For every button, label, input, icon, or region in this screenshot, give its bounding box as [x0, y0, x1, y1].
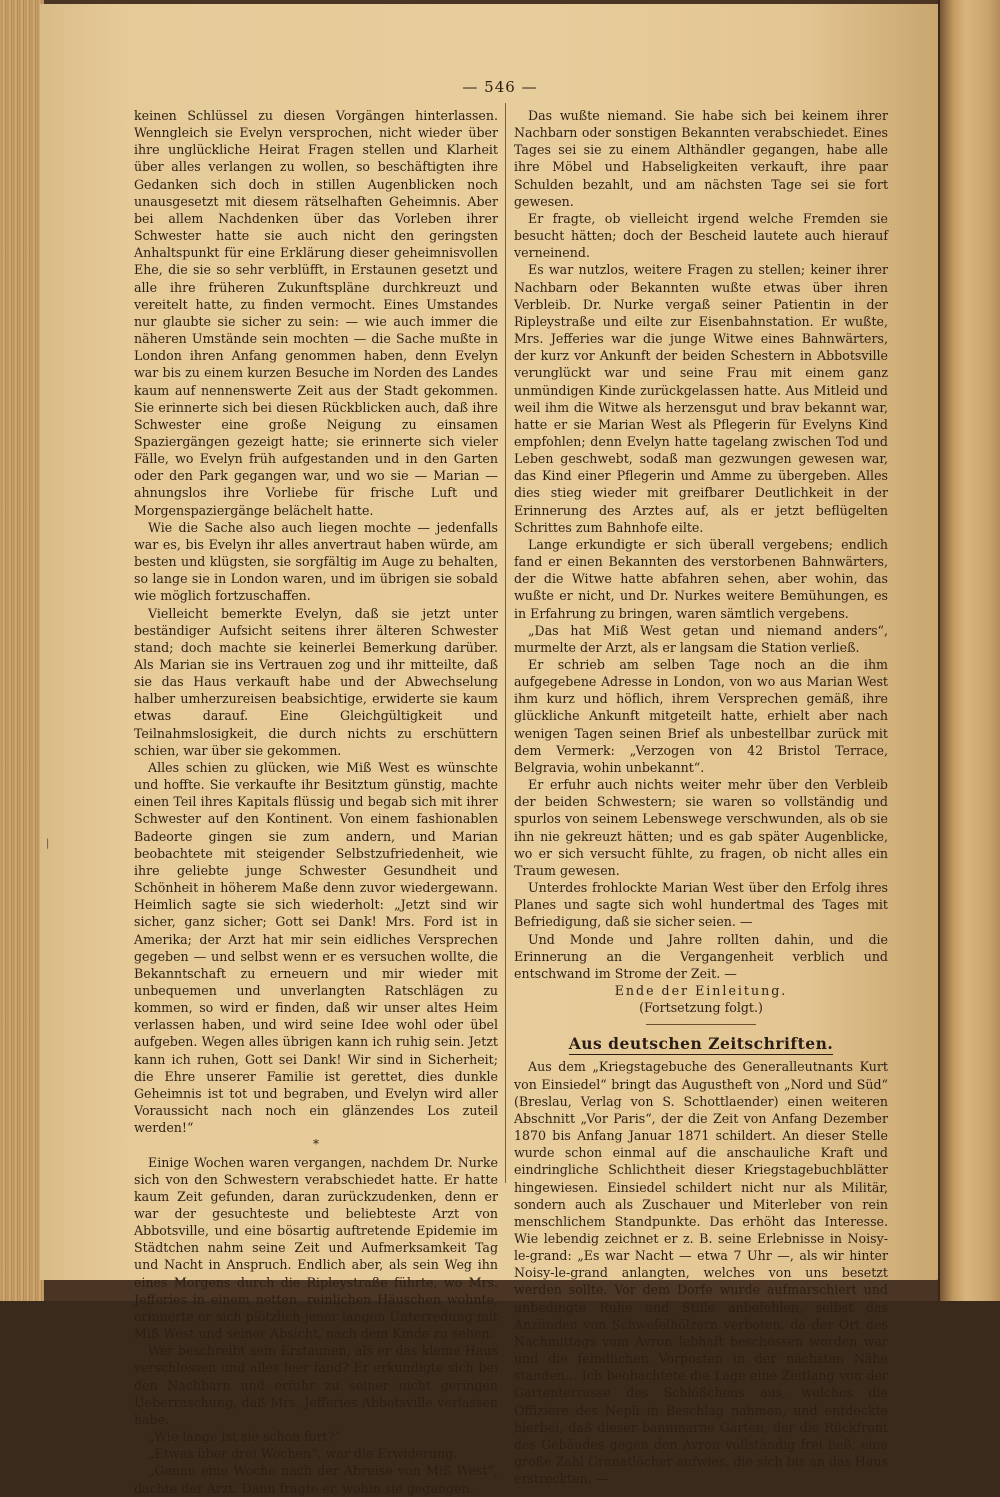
closing-line: Ende der Einleitung. — [614, 982, 788, 998]
paragraph: Er fragte, ob vielleicht irgend welche Fremden sie besucht hätten; doch der Bescheid lautete auch hierauf verneinend. — [514, 210, 888, 261]
paragraph: Unterdes frohlockte Marian West über den Erfolg ihres Planes und sagte sich wohl hundertmal des Tages mit Befriedigung, daß sie sicher seien. — — [514, 880, 888, 930]
paragraph: keinen Schlüssel zu diesen Vorgängen hinterlassen. Wenngleich sie Evelyn versprochen, nicht wieder über ihre unglückliche Heirat Fragen stellen und Klarheit über alles verlangen zu wollen, so beschäftigten ihre Gedanken sich doch in stillen Augenblicken noch unausgesetzt mit diesem rätselhaften Geheimnis. Aber bei allem Nachdenken über das Vorleben ihrer Schwester hatte sie auch nicht den geringsten Anhaltspunkt für eine Erklärung dieser geheimnisvollen Ehe, die sie so sehr verblüfft, in Erstaunen gesetzt und alle ihre früheren Zukunftspläne durchkreuzt und vereitelt hatte, zu finden vermocht. Eines Umstandes nur glaubte sie sicher zu sein: — wie auch immer die näheren Umstände sein mochten — die Sache mußte in London ihren Anfang genommen haben, denn Evelyn war bis zu einem kurzen Besuche im Norden des Landes kaum auf nennenswerte Zeit aus der Stadt gekommen. Sie erinnerte sich bei diesen Rückblicken auch, daß ihre Schwester eine große Neigung zu einsamen Spaziergängen gezeigt hatte; sie erinnerte sich vieler Fälle, wo Evelyn früh aufgestanden und in den Garten oder den Park gegangen war, und wo sie — Marian — ahnungslos ihre Vorliebe für frische Luft und Morgenspaziergänge belächelt hatte. — [134, 108, 498, 518]
section-rule — [646, 1024, 756, 1025]
paragraph: Wie die Sache also auch liegen mochte — jedenfalls war es, bis Evelyn ihr alles anvertraut haben würde, am besten und klügsten, sie sorgfältig im Auge zu behalten, so lange sie in London waren, und im übrigen sie sobald wie möglich fortzuschaffen. — [134, 519, 498, 604]
paragraph: Einige Wochen waren vergangen, nachdem Dr. Nurke sich von den Schwestern verabschiedet hatte. Er hatte kaum Zeit gefunden, daran zurückzudenken, denn er war der gesuchteste und beliebteste Arzt von Abbotsville, und eine bösartig auftretende Epidemie im Städtchen nahm seine Zeit und Aufmerksamkeit Tag und Nacht in Anspruch. Endlich aber, als sein Weg ihn eines Morgens durch die Ripleystraße führte, wo Mrs. Jefferies in einem netten, reinlichen Häuschen wohnte, erinnerte er sich plötzlich jener langen Unterredung mit Miß West und seiner Absicht, nach dem Kinde zu sehen. — [134, 1154, 498, 1342]
paragraph: Er schrieb am selben Tage noch an die ihm aufgegebene Adresse in London, von wo aus Marian West ihm kurz und höflich, ihrem Versprechen gemäß, ihre glückliche Ankunft mitgeteilt hatte, erhielt aber nach wenigen Tagen seinen Brief als unbestellbar zurück mit dem Vermerk: „Verzogen von 42 Bristol Terrace, Belgravia, wohin unbekannt“. — [514, 657, 888, 775]
paragraph: Aus dem „Kriegstagebuche des Generalleutnants Kurt von Einsiedel“ bringt das Augustheft von „Nord und Süd“ (Breslau, Verlag von S. Schottlaender) einen weiteren Abschnitt „Vor Paris“, der die Zeit von Anfang Dezember 1870 bis Anfang Januar 1871 schildert. An dieser Stelle wurde schon einmal auf die anschauliche Kraft und eindringliche Schlichtheit dieser Kriegstagebuchblätter hingewiesen. Einsiedel schildert nicht nur als Militär, sondern auch als Zuschauer und Miterleber von rein menschlichem Standpunkte. Das erhöht das Interesse. Wie lebendig zeichnet er z. B. seine Erlebnisse in Noisy-le-grand: „Es war Nacht — etwa 7 Uhr —, als wir hinter Noisy-le-grand anlangten, welches von uns besetzt werden sollte. Vor dem Dorfe wurde aufmarschiert und unbedingte Ruhe und Stille anbefohlen, selbst das Anzünden von Schwefelhölzern verboten, da der Ort des Nachmittags vom Avron lebhaft beschossen worden war und die feindlichen Vorposten in der nächsten Nähe standen… Ich beobachtete die Lage eine Zeitlang von der Gartenterrasse des Schlößchens aus, welches die Offiziere des Nepli in Beschlag nahmen, und entdeckte hierbei, daß dieser bannmarne Garten, der die Rückfront des Gebäudes gegen den Avron vollständig frei ließ, eine große Zahl Granatlöcher aufwies, die sich bis an das Haus erstreckten, — — [514, 1059, 888, 1487]
paragraph: Er erfuhr auch nichts weiter mehr über den Verbleib der beiden Schwestern; sie waren so vollständig und spurlos von seinem Lebenswege verschwunden, als ob sie ihn nie gekreuzt hätten; und es gab später Augenblicke, wo er sich versucht fühlte, zu fragen, ob nicht alles ein Traum gewesen. — [514, 777, 888, 878]
paragraph: Das wußte niemand. Sie habe sich bei keinem ihrer Nachbarn oder sonstigen Bekannten verabschiedet. Eines Tages sei sie zu einem Althändler gegangen, habe alle ihre Möbel und Habseligkeiten verkauft, ihre paar Schulden bezahlt, und am nächsten Tage sei sie fort gewesen. — [514, 108, 888, 209]
paragraph: „Das hat Miß West getan und niemand anders“, murmelte der Arzt, als er langsam die Station verließ. — [514, 622, 888, 655]
section-heading: Aus deutschen Zeitschriften. — [568, 1034, 834, 1054]
continued-note: (Fortsetzung folgt.) — [639, 1000, 763, 1016]
left-column — [134, 107, 498, 1497]
column-divider — [505, 103, 506, 1183]
page-edges-left — [0, 0, 44, 1301]
paragraph: Wer beschreibt sein Erstaunen, als er das kleine Haus verschlossen und alles leer fand? Er erkundigte sich bei den Nachbarn und erfuhr zu seiner nicht geringen Ueberraschung, daß Mrs. Jefferies Abbotsville verlassen habe. — [134, 1343, 498, 1427]
paragraph: Alles schien zu glücken, wie Miß West es wünschte und hoffte. Sie verkaufte ihr Besitztum günstig, machte einen Teil ihres Kapitals flüssig und begab sich mit ihrer Schwester auf den Kontinent. Von einem fashionablen Badeorte gingen sie zum andern, und Marian beobachtete mit steigender Selbstzufriedenheit, wie ihre geliebte junge Schwester Gesundheit und Schönheit in höherem Maße denn zuvor wiedergewann. Heimlich sagte sie sich wiederholt: „Jetzt sind wir sicher, ganz sicher; Gott sei Dank! Mrs. Ford ist in Amerika; der Arzt hat mir sein eidliches Versprechen gegeben — und selbst wenn er es versuchen wollte, die Bekanntschaft zu erneuern und mir wieder mit unbequemen und unverlangten Ratschlägen zu kommen, so wird er finden, daß wir unser altes Heim verlassen haben, und wird seine Idee wohl oder übel aufgeben. Wegen alles übrigen kann ich ruhig sein. Jetzt kann ich ruhen, Gott sei Dank! Wir sind in Sicherheit; die Ehre unserer Familie ist gerettet, dies dunkle Geheimnis ist tot und begraben, und Evelyn wird aller Voraussicht nach noch ein glänzendes Los zuteil werden!“ — [134, 759, 498, 1136]
facing-page-edge — [938, 0, 1000, 1301]
section-separator: * — [313, 1137, 319, 1152]
margin-mark: | — [46, 838, 50, 849]
paragraph: Und Monde und Jahre rollten dahin, und die Erinnerung an die Vergangenheit verblich und entschwand im Strome der Zeit. — — [514, 931, 888, 981]
page-number: — 546 — — [462, 78, 538, 96]
paragraph: „Genau eine Woche nach der Abreise von Miß West“, dachte der Arzt. Dann fragte er, wohin sie gegangen. — [134, 1463, 498, 1496]
paragraph: Es war nutzlos, weitere Fragen zu stellen; keiner ihrer Nachbarn oder Bekannten wußte etwas über ihren Verbleib. Dr. Nurke vergaß seiner Patientin in der Ripleystraße und eilte zur Eisenbahnstation. Er wußte, Mrs. Jefferies war die junge Witwe eines Bahnwärters, der kurz vor Ankunft der beiden Schestern in Abbotsville verunglückt war und seine Frau mit einem ganz unmündigen Kinde zurückgelassen hatte. Aus Mitleid und weil ihm die Witwe als herzensgut und brav bekannt war, hatte er sie Marian West als Pflegerin für Evelyns Kind empfohlen; denn Evelyn hatte tagelang zwischen Tod und Leben geschwebt, sodaß man gezwungen gewesen war, das Kind einer Pflegerin und Amme zu übergeben. Alles dies stieg wieder mit greifbarer Deutlichkeit in der Erinnerung des Arztes auf, als er jetzt beflügelten Schrittes zum Bahnhofe eilte. — [514, 262, 888, 535]
right-column — [514, 107, 888, 1487]
paragraph: „Etwas über drei Wochen“, war die Erwiderung. — [148, 1446, 458, 1462]
paragraph: „Wie lange ist sie schon fort?“ — [148, 1429, 341, 1445]
paragraph: Vielleicht bemerkte Evelyn, daß sie jetzt unter beständiger Aufsicht seitens ihrer älteren Schwester stand; doch machte sie keinerlei Bemerkung darüber. Als Marian sie ins Vertrauen zog und ihr mitteilte, daß sie das Haus verkauft habe und der Abwechselung halber umherzureisen beabsichtige, erwiderte sie kaum etwas darauf. Eine Gleichgültigkeit und Teilnahmslosigkeit, die durch nichts zu erschüttern schien, war über sie gekommen. — [134, 605, 498, 758]
paragraph: Lange erkundigte er sich überall vergebens; endlich fand er einen Bekannten des verstorbenen Bahnwärters, der die Witwe hatte abfahren sehen, aber wohin, das wußte er nicht, und Dr. Nurkes weitere Bemühungen, es in Erfahrung zu bringen, waren sämtlich vergebens. — [514, 536, 888, 621]
